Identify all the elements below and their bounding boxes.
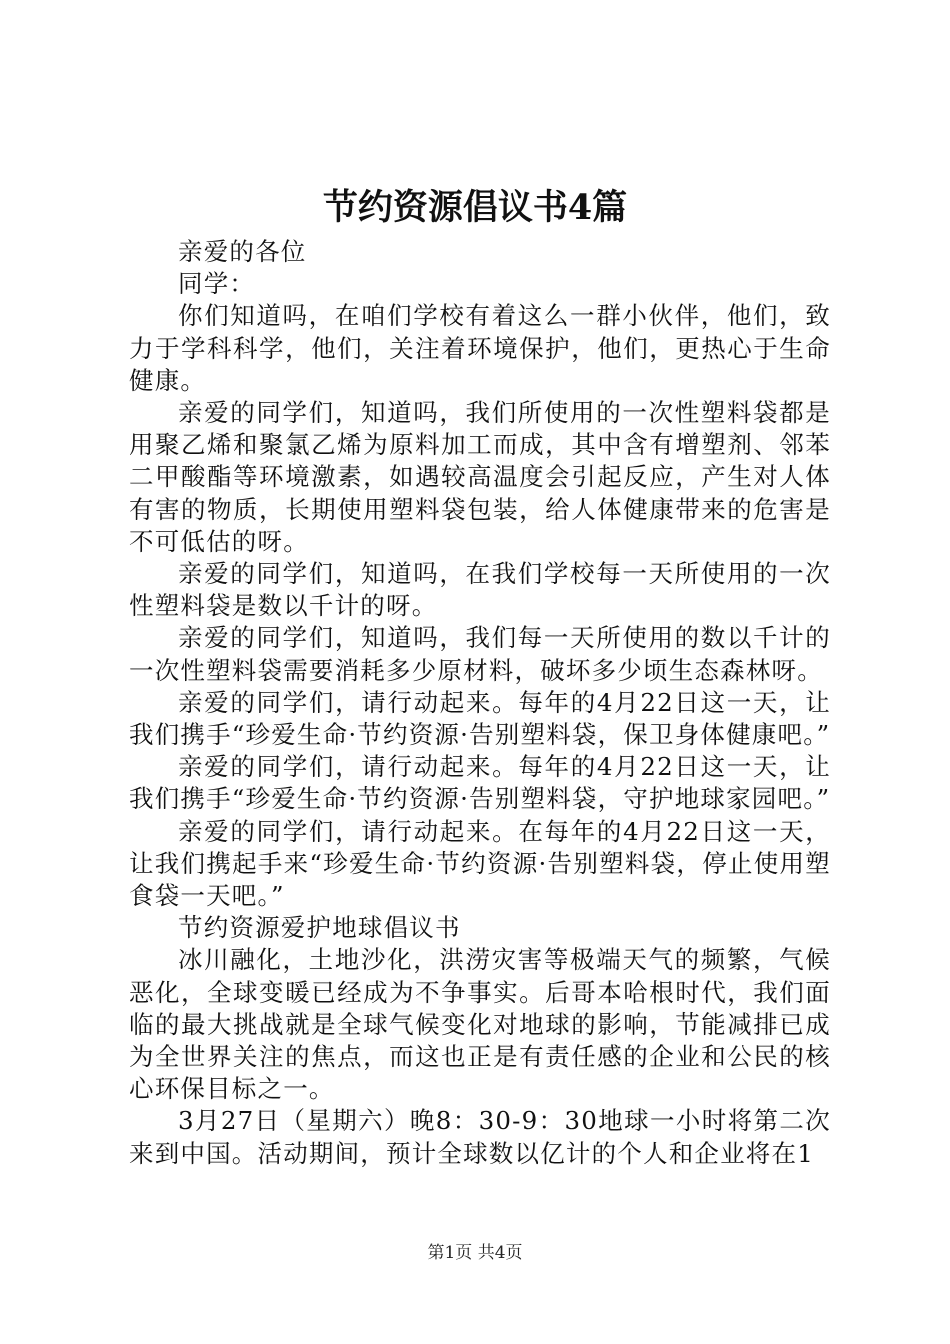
paragraph: 冰川融化，土地沙化，洪涝灾害等极端天气的频繁，气候恶化，全球变暖已经成为不争事实。后哥本哈根时代，我们面临的最大挑战就是全球气候变化对地球的影响，节能减排已成为全世界关注的焦点，而这也正是有责任感的企业和公民的核心环保目标之一。	[129, 945, 831, 1104]
paragraph: 同学：	[178, 269, 256, 299]
paragraph: 亲爱的同学们，请行动起来。每年的4月22日这一天，让我们携手“珍爱生命·节约资源·告别塑料袋，保卫身体健康吧。”	[129, 687, 831, 750]
page-footer: 第1页 共4页	[427, 1243, 523, 1263]
document-body	[129, 236, 831, 1170]
document-title: 节约资源倡议书4篇	[322, 187, 628, 228]
paragraph: 亲爱的同学们，请行动起来。在每年的4月22日这一天，让我们携起手来“珍爱生命·节约资源·告别塑料袋，停止使用塑食袋一天吧。”	[129, 816, 831, 911]
paragraph: 你们知道吗，在咱们学校有着这么一群小伙伴，他们，致力于学科科学，他们，关注着环境保护，他们，更热心于生命健康。	[129, 301, 831, 395]
paragraph: 亲爱的同学们，请行动起来。每年的4月22日这一天，让我们携手“珍爱生命·节约资源·告别塑料袋，守护地球家园吧。”	[129, 752, 831, 814]
paragraph: 亲爱的同学们，知道吗，我们所使用的一次性塑料袋都是用聚乙烯和聚氯乙烯为原料加工而成，其中含有增塑剂、邻苯二甲酸酯等环境激素，如遇较高温度会引起反应，产生对人体有害的物质，长期使用塑料袋包装，给人体健康带来的危害是不可低估的呀。	[129, 398, 831, 556]
paragraph: 亲爱的各位	[178, 237, 307, 266]
section-heading: 节约资源爱护地球倡议书	[178, 913, 461, 943]
paragraph: 亲爱的同学们，知道吗，我们每一天所使用的数以千计的一次性塑料袋需要消耗多少原材料，破坏多少顷生态森林呀。	[129, 623, 831, 685]
paragraph: 亲爱的同学们，知道吗，在我们学校每一天所使用的一次性塑料袋是数以千计的呀。	[129, 559, 831, 621]
paragraph: 3月27日（星期六）晚8：30-9：30地球一小时将第二次来到中国。活动期间，预计全球数以亿计的个人和企业将在1	[129, 1106, 831, 1168]
